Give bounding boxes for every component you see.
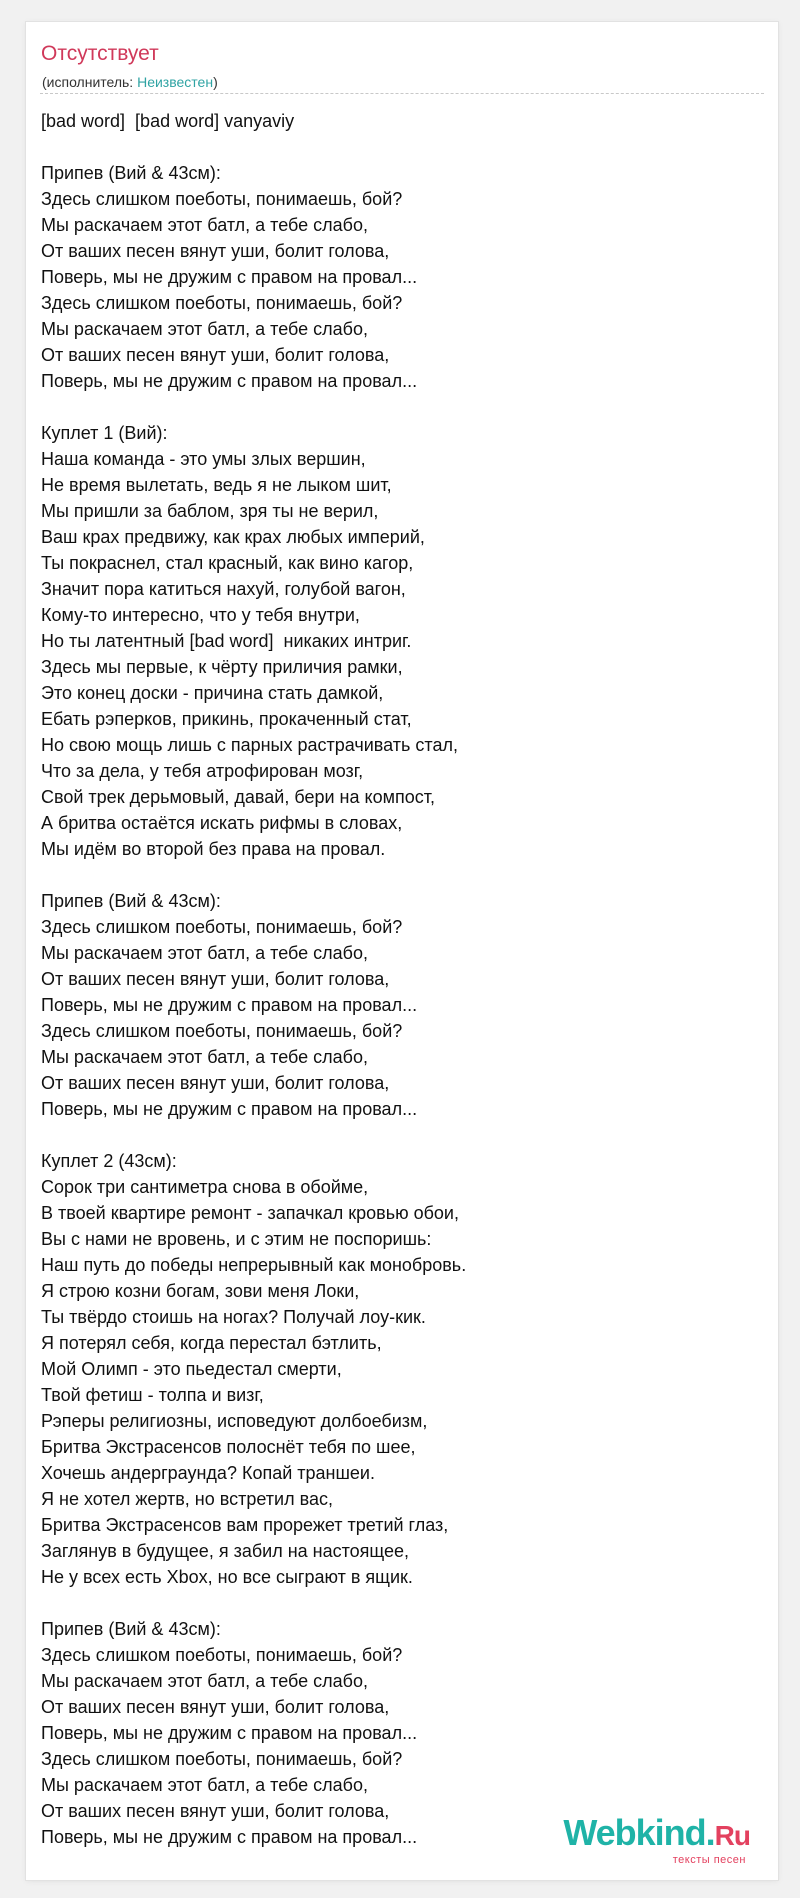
lyrics-blank-line <box>41 394 761 420</box>
lyrics-line: Бритва Экстрасенсов вам прорежет третий глаз, <box>41 1515 449 1535</box>
lyrics-line: Я не хотел жертв, но встретил вас, <box>41 1489 333 1509</box>
artist-link[interactable]: Неизвестен <box>137 74 214 90</box>
lyrics-line: Куплет 1 (Вий): <box>41 423 168 443</box>
lyrics-line: [bad word] [bad word] vanyaviy <box>41 111 295 131</box>
lyrics-line: Вы с нами не вровень, и с этим не поспоришь: <box>41 1229 432 1249</box>
lyrics-line: Рэперы религиозны, исповедуют долбоебизм, <box>41 1411 428 1431</box>
lyrics-line: Мы раскачаем этот батл, а тебе слабо, <box>41 1775 368 1795</box>
lyrics-line: Мой Олимп - это пьедестал смерти, <box>41 1359 342 1379</box>
lyrics-line: Припев (Вий & 43см): <box>41 163 221 183</box>
lyrics-blank-line <box>41 862 761 888</box>
lyrics-line: В твоей квартире ремонт - запачкал кровью обои, <box>41 1203 459 1223</box>
lyrics-line: Ты покраснел, стал красный, как вино кагор, <box>41 553 414 573</box>
lyrics-line: Ваш крах предвижу, как крах любых империй, <box>41 527 425 547</box>
lyrics-line: Мы идём во второй без права на провал. <box>41 839 386 859</box>
lyrics-line: Поверь, мы не дружим с правом на провал... <box>41 995 418 1015</box>
lyrics-line: Наша команда - это умы злых вершин, <box>41 449 366 469</box>
lyrics-blank-line <box>41 134 761 160</box>
lyrics-line: Куплет 2 (43см): <box>41 1151 177 1171</box>
lyrics-line: Здесь слишком поеботы, понимаешь, бой? <box>41 189 403 209</box>
logo-tagline: тексты песен <box>672 1854 746 1866</box>
lyrics-line: Припев (Вий & 43см): <box>41 891 221 911</box>
lyrics-line: Поверь, мы не дружим с правом на провал... <box>41 371 418 391</box>
lyrics-line: От ваших песен вянут уши, болит голова, <box>41 1697 390 1717</box>
artist-line <box>42 73 218 91</box>
lyrics-line: От ваших песен вянут уши, болит голова, <box>41 1801 390 1821</box>
lyrics-line: А бритва остаётся искать рифмы в словах, <box>41 813 403 833</box>
lyrics-line: Здесь слишком поеботы, понимаешь, бой? <box>41 1021 403 1041</box>
lyrics-line: Поверь, мы не дружим с правом на провал... <box>41 1723 418 1743</box>
lyrics-line: Я строю козни богам, зови меня Локи, <box>41 1281 360 1301</box>
lyrics-line: Припев (Вий & 43см): <box>41 1619 221 1639</box>
lyrics-line: Кому-то интересно, что у тебя внутри, <box>41 605 360 625</box>
lyrics-line: Здесь слишком поеботы, понимаешь, бой? <box>41 917 403 937</box>
lyrics-line: Значит пора катиться нахуй, голубой вагон, <box>41 579 406 599</box>
lyrics-line: Поверь, мы не дружим с правом на провал... <box>41 1827 418 1847</box>
song-title: Отсутствует <box>41 42 159 65</box>
artist-prefix: (исполнитель: <box>42 74 138 90</box>
lyrics-line: Это конец доски - причина стать дамкой, <box>41 683 384 703</box>
lyrics-line: От ваших песен вянут уши, болит голова, <box>41 969 390 989</box>
lyrics-text <box>41 108 761 1850</box>
lyrics-line: Здесь мы первые, к чёрту приличия рамки, <box>41 657 403 677</box>
lyrics-line: Не время вылетать, ведь я не лыком шит, <box>41 475 392 495</box>
lyrics-blank-line <box>41 1590 761 1616</box>
logo-wordmark <box>550 1812 750 1854</box>
lyrics-line: Здесь слишком поеботы, понимаешь, бой? <box>41 1749 403 1769</box>
lyrics-line: Что за дела, у тебя атрофирован мозг, <box>41 761 364 781</box>
lyrics-blank-line <box>41 1122 761 1148</box>
lyrics-line: Мы раскачаем этот батл, а тебе слабо, <box>41 319 368 339</box>
lyrics-line: Твой фетиш - толпа и визг, <box>41 1385 264 1405</box>
lyrics-line: Наш путь до победы непрерывный как монобровь. <box>41 1255 467 1275</box>
lyrics-line: Поверь, мы не дружим с правом на провал... <box>41 267 418 287</box>
lyrics-line: Здесь слишком поеботы, понимаешь, бой? <box>41 1645 403 1665</box>
lyrics-line: Не у всех есть Xbox, но все сыграют в ящик. <box>41 1567 413 1587</box>
logo-dot: . <box>705 1812 715 1853</box>
lyrics-line: Мы раскачаем этот батл, а тебе слабо, <box>41 215 368 235</box>
lyrics-line: От ваших песен вянут уши, болит голова, <box>41 345 390 365</box>
lyrics-line: Но ты латентный [bad word] никаких интриг. <box>41 631 412 651</box>
lyrics-line: От ваших песен вянут уши, болит голова, <box>41 241 390 261</box>
title-divider <box>40 93 764 94</box>
lyrics-line: От ваших песен вянут уши, болит голова, <box>41 1073 390 1093</box>
lyrics-card <box>26 22 778 1880</box>
artist-suffix: ) <box>213 74 218 90</box>
lyrics-line: Но свою мощь лишь с парных растрачивать стал, <box>41 735 458 755</box>
lyrics-line: Бритва Экстрасенсов полоснёт тебя по шее, <box>41 1437 416 1457</box>
webkind-logo[interactable] <box>550 1812 750 1866</box>
lyrics-line: Мы раскачаем этот батл, а тебе слабо, <box>41 1047 368 1067</box>
lyrics-line: Здесь слишком поеботы, понимаешь, бой? <box>41 293 403 313</box>
lyrics-line: Ебать рэперков, прикинь, прокаченный стат, <box>41 709 412 729</box>
lyrics-line: Ты твёрдо стоишь на ногах? Получай лоу-кик. <box>41 1307 426 1327</box>
lyrics-line: Поверь, мы не дружим с правом на провал... <box>41 1099 418 1119</box>
lyrics-line: Хочешь андерграунда? Копай траншеи. <box>41 1463 375 1483</box>
logo-tld: Ru <box>714 1820 750 1851</box>
lyrics-line: Я потерял себя, когда перестал бэтлить, <box>41 1333 382 1353</box>
lyrics-line: Сорок три сантиметра снова в обойме, <box>41 1177 369 1197</box>
lyrics-line: Мы пришли за баблом, зря ты не верил, <box>41 501 379 521</box>
lyrics-line: Мы раскачаем этот батл, а тебе слабо, <box>41 943 368 963</box>
lyrics-line: Свой трек дерьмовый, давай, бери на компост, <box>41 787 435 807</box>
lyrics-line: Заглянув в будущее, я забил на настоящее, <box>41 1541 410 1561</box>
logo-name: Webkind <box>563 1812 706 1853</box>
lyrics-line: Мы раскачаем этот батл, а тебе слабо, <box>41 1671 368 1691</box>
